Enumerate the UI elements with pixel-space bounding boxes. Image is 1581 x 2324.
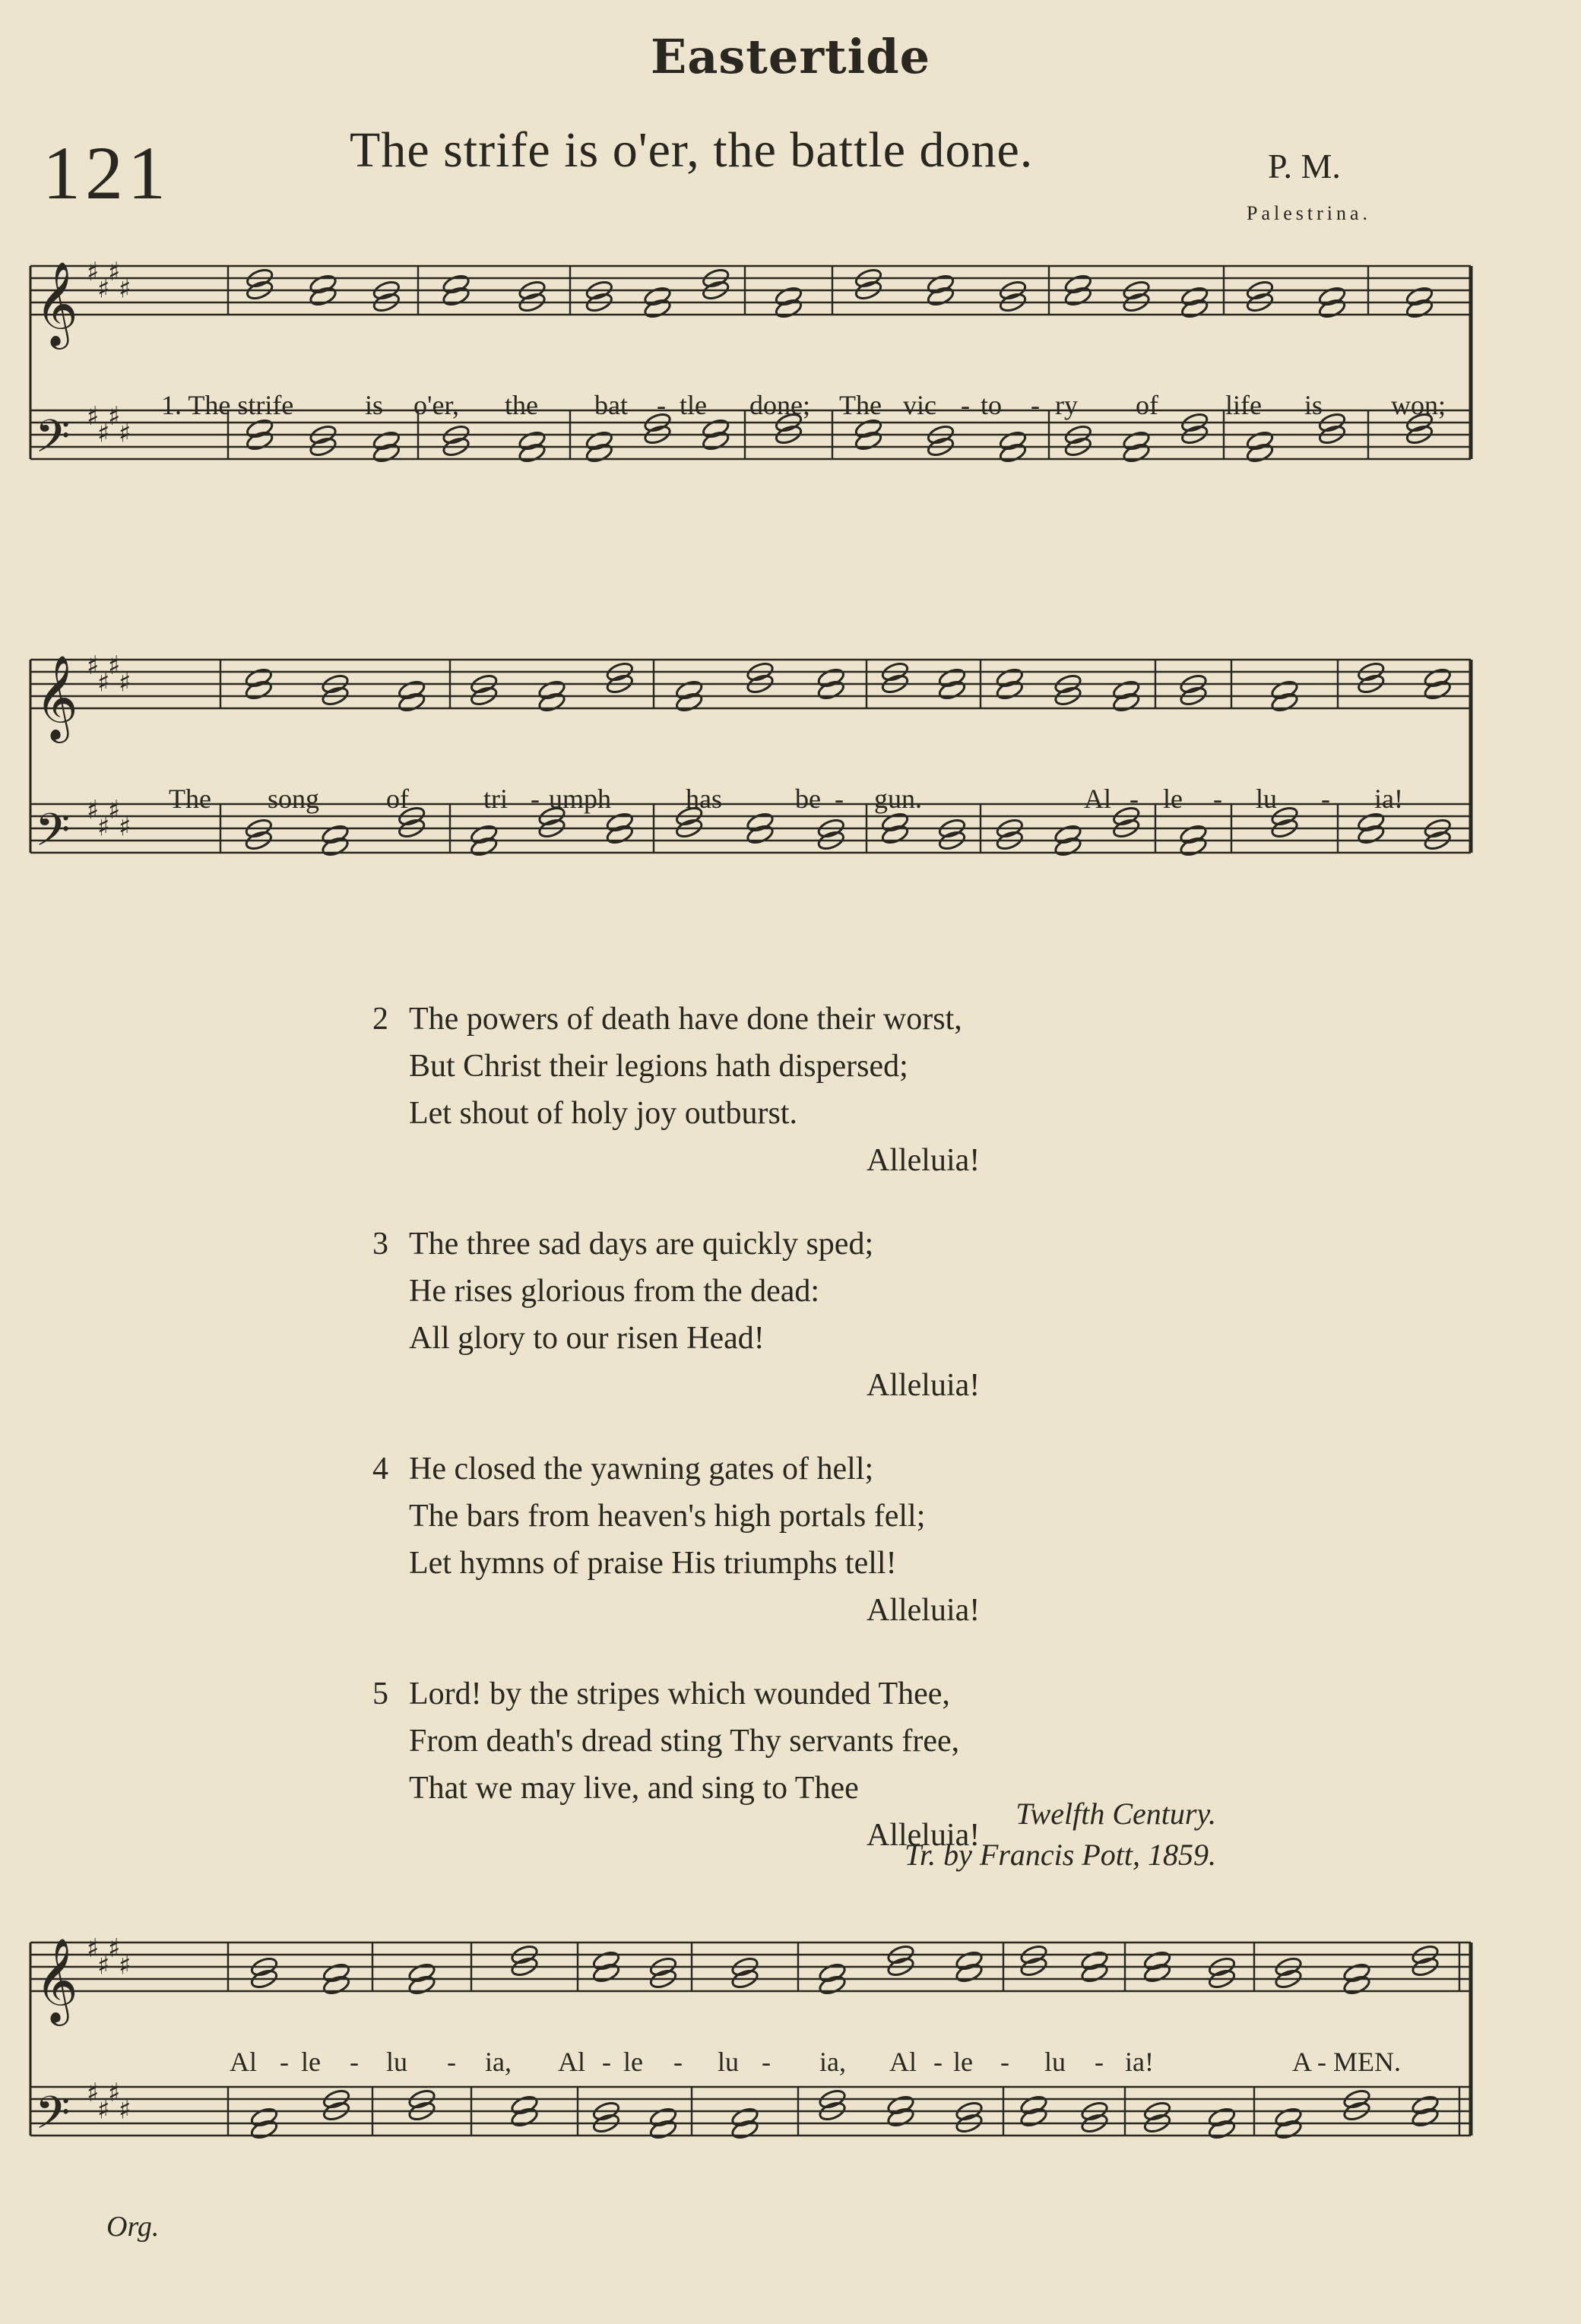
half-note bbox=[730, 2118, 759, 2140]
verse-number: 4 bbox=[372, 1452, 388, 1487]
sharp-sign-icon: ♯ bbox=[108, 401, 121, 432]
lyric: A - MEN. bbox=[1292, 2047, 1401, 2077]
half-note bbox=[321, 823, 350, 845]
half-note bbox=[1270, 691, 1299, 713]
lyric: - bbox=[1321, 784, 1330, 814]
half-note bbox=[518, 442, 547, 464]
sharp-sign-icon: ♯ bbox=[119, 274, 131, 305]
lyric: is bbox=[365, 390, 384, 420]
half-note bbox=[774, 297, 803, 319]
half-note bbox=[372, 429, 401, 451]
meter-label: P. M. bbox=[1268, 147, 1341, 185]
verse-line: Let shout of holy joy outburst. bbox=[409, 1096, 797, 1131]
half-note bbox=[1142, 1949, 1171, 1971]
lyric: - bbox=[1095, 2047, 1104, 2077]
section-title: Eastertide bbox=[650, 29, 931, 84]
half-note bbox=[398, 679, 426, 701]
verse-line: He rises glorious from the dead: bbox=[409, 1274, 820, 1309]
lyric: ia! bbox=[1374, 784, 1403, 814]
verse-line: The bars from heaven's high portals fell; bbox=[409, 1499, 926, 1534]
lyric: - bbox=[531, 784, 540, 814]
half-note bbox=[1207, 2118, 1236, 2140]
half-note bbox=[955, 1961, 984, 1984]
half-note bbox=[244, 666, 273, 689]
sharp-sign-icon: ♯ bbox=[119, 418, 131, 449]
treble-clef-icon: 𝄞 bbox=[35, 654, 78, 739]
sharp-sign-icon: ♯ bbox=[119, 667, 131, 698]
lyric: lu bbox=[386, 2047, 408, 2077]
lyric: has bbox=[686, 784, 722, 814]
half-note bbox=[372, 442, 401, 464]
half-note bbox=[470, 835, 499, 857]
sharp-sign-icon: ♯ bbox=[97, 2094, 110, 2126]
half-note bbox=[442, 285, 470, 307]
half-note bbox=[937, 679, 966, 701]
sharp-sign-icon: ♯ bbox=[97, 1950, 110, 1981]
verse-number: 2 bbox=[372, 1002, 388, 1037]
verse-2 bbox=[372, 996, 980, 1184]
half-note bbox=[1274, 2118, 1303, 2140]
half-note bbox=[1245, 429, 1274, 451]
half-note bbox=[774, 285, 803, 307]
verse-line: But Christ their legions hath dispersed; bbox=[409, 1049, 908, 1084]
half-note bbox=[1342, 1961, 1371, 1984]
composer-label: Palestrina. bbox=[1247, 202, 1372, 224]
half-note bbox=[816, 666, 845, 689]
lyric: ia, bbox=[819, 2047, 846, 2077]
half-note bbox=[1179, 835, 1208, 857]
half-note bbox=[1317, 285, 1346, 307]
verse-line: From death's dread sting Thy servants free, bbox=[409, 1724, 960, 1759]
half-note bbox=[1423, 679, 1452, 701]
verse-4 bbox=[372, 1445, 980, 1634]
half-note bbox=[818, 1961, 847, 1984]
lyric: of bbox=[386, 784, 409, 814]
lyric: 1. The strife bbox=[161, 390, 294, 420]
half-note bbox=[1112, 679, 1141, 701]
half-note bbox=[643, 285, 672, 307]
half-note bbox=[1063, 285, 1092, 307]
lyric: - bbox=[673, 2047, 683, 2077]
half-note bbox=[937, 666, 966, 689]
lyrics-system-1 bbox=[0, 389, 1581, 423]
lyric: tri bbox=[483, 784, 508, 814]
half-note bbox=[321, 835, 350, 857]
half-note bbox=[1080, 1949, 1109, 1971]
half-note bbox=[886, 2106, 915, 2128]
sharp-sign-icon: ♯ bbox=[97, 667, 110, 698]
sharp-sign-icon: ♯ bbox=[108, 651, 121, 682]
half-note bbox=[880, 823, 909, 845]
half-note bbox=[518, 429, 547, 451]
hymn-number: 121 bbox=[43, 131, 170, 215]
lyric: gun. bbox=[874, 784, 922, 814]
sharp-sign-icon: ♯ bbox=[119, 1950, 131, 1981]
verse-number: 5 bbox=[372, 1677, 388, 1711]
lyric: Al bbox=[230, 2047, 257, 2077]
verse-line: He closed the yawning gates of hell; bbox=[409, 1452, 874, 1487]
half-note bbox=[1122, 429, 1151, 451]
verse-refrain: Alleluia! bbox=[867, 1818, 981, 1853]
lyric: lu bbox=[1044, 2047, 1066, 2077]
lyric: - bbox=[1000, 2047, 1009, 2077]
half-note bbox=[1274, 2106, 1303, 2128]
lyric: - bbox=[835, 784, 844, 814]
half-note bbox=[1180, 297, 1209, 319]
sharp-sign-icon: ♯ bbox=[119, 2094, 131, 2126]
bass-clef-icon: 𝄢 bbox=[35, 803, 71, 867]
lyrics-system-3 bbox=[0, 2046, 1581, 2079]
lyric: song bbox=[268, 784, 320, 814]
half-note bbox=[249, 2106, 278, 2128]
lyric: - bbox=[1213, 784, 1222, 814]
lyric: - bbox=[602, 2047, 611, 2077]
lyric: umph bbox=[549, 784, 612, 814]
half-note bbox=[816, 679, 845, 701]
organ-label: Org. bbox=[106, 2211, 160, 2243]
sharp-sign-icon: ♯ bbox=[97, 274, 110, 305]
hymn-title: The strife is o'er, the battle done. bbox=[350, 122, 1034, 178]
lyric: o'er, bbox=[413, 390, 460, 420]
verse-line: Let hymns of praise His triumphs tell! bbox=[409, 1546, 897, 1581]
half-note bbox=[244, 679, 273, 701]
treble-clef-icon: 𝄞 bbox=[35, 261, 78, 346]
half-note bbox=[854, 429, 882, 451]
half-note bbox=[643, 297, 672, 319]
lyric: lu bbox=[1256, 784, 1278, 814]
half-note bbox=[702, 429, 730, 451]
half-note bbox=[591, 1961, 620, 1984]
sharp-sign-icon: ♯ bbox=[97, 812, 110, 843]
attribution-origin: Twelfth Century. bbox=[1015, 1797, 1216, 1831]
verse-line: That we may live, and sing to Thee bbox=[409, 1771, 859, 1806]
lyric: Al bbox=[889, 2047, 917, 2077]
sharp-sign-icon: ♯ bbox=[108, 2078, 121, 2109]
half-note bbox=[1063, 273, 1092, 295]
lyric: to bbox=[981, 390, 1003, 420]
half-note bbox=[818, 1974, 847, 1996]
half-note bbox=[322, 1961, 350, 1984]
lyric: life bbox=[1225, 390, 1262, 420]
lyric: - bbox=[961, 390, 970, 420]
half-note bbox=[585, 429, 613, 451]
bass-clef-icon: 𝄢 bbox=[35, 2086, 71, 2150]
lyric: - bbox=[1130, 784, 1139, 814]
lyric: le bbox=[1163, 784, 1183, 814]
verses bbox=[372, 996, 980, 1895]
half-note bbox=[605, 823, 634, 845]
lyric: bat bbox=[594, 390, 628, 420]
lyrics-system-2 bbox=[0, 783, 1581, 816]
half-note bbox=[1179, 823, 1208, 845]
half-note bbox=[675, 691, 704, 713]
sharp-sign-icon: ♯ bbox=[87, 257, 100, 288]
half-note bbox=[926, 285, 955, 307]
half-note bbox=[407, 1974, 436, 1996]
half-note bbox=[1180, 285, 1209, 307]
half-note bbox=[998, 429, 1027, 451]
sharp-sign-icon: ♯ bbox=[108, 795, 121, 826]
half-note bbox=[1019, 2094, 1048, 2116]
verse-line: All glory to our risen Head! bbox=[409, 1321, 765, 1356]
sharp-sign-icon: ♯ bbox=[87, 401, 100, 432]
half-note bbox=[1053, 823, 1082, 845]
half-note bbox=[322, 1974, 350, 1996]
half-note bbox=[1411, 2106, 1440, 2128]
lyric: Al bbox=[558, 2047, 585, 2077]
lyric: ia! bbox=[1125, 2047, 1154, 2077]
half-note bbox=[995, 679, 1024, 701]
lyric: - bbox=[933, 2047, 943, 2077]
half-note bbox=[886, 2094, 915, 2116]
half-note bbox=[955, 1949, 984, 1971]
half-note bbox=[249, 2118, 278, 2140]
half-note bbox=[998, 442, 1027, 464]
verse-line: The three sad days are quickly sped; bbox=[409, 1227, 874, 1262]
half-note bbox=[1080, 1961, 1109, 1984]
lyric: The bbox=[839, 390, 882, 420]
half-note bbox=[730, 2106, 759, 2128]
half-note bbox=[1019, 2106, 1048, 2128]
half-note bbox=[1342, 1974, 1371, 1996]
half-note bbox=[1405, 285, 1434, 307]
lyric: ia, bbox=[485, 2047, 512, 2077]
half-note bbox=[591, 1949, 620, 1971]
sharp-sign-icon: ♯ bbox=[87, 2078, 100, 2109]
lyric: Al bbox=[1084, 784, 1111, 814]
attribution-translator: Tr. by Francis Pott, 1859. bbox=[904, 1838, 1216, 1872]
half-note bbox=[1053, 835, 1082, 857]
lyric: - bbox=[657, 390, 666, 420]
half-note bbox=[1357, 823, 1386, 845]
lyric: ry bbox=[1055, 390, 1078, 420]
verse-number: 3 bbox=[372, 1227, 388, 1262]
bass-clef-icon: 𝄢 bbox=[35, 410, 71, 473]
lyric: is bbox=[1304, 390, 1323, 420]
half-note bbox=[398, 691, 426, 713]
lyric: - bbox=[447, 2047, 456, 2077]
attribution bbox=[821, 1794, 1216, 1876]
lyric: the bbox=[505, 390, 538, 420]
lyric: - bbox=[350, 2047, 359, 2077]
lyric: won; bbox=[1391, 390, 1446, 420]
lyric: done; bbox=[749, 390, 810, 420]
lyric: le bbox=[623, 2047, 643, 2077]
lyric: of bbox=[1136, 390, 1158, 420]
half-note bbox=[1207, 2106, 1236, 2128]
half-note bbox=[995, 666, 1024, 689]
half-note bbox=[537, 679, 566, 701]
lyric: le bbox=[301, 2047, 321, 2077]
half-note bbox=[246, 429, 274, 451]
sharp-sign-icon: ♯ bbox=[97, 418, 110, 449]
lyric: vic bbox=[903, 390, 936, 420]
half-note bbox=[510, 2106, 539, 2128]
half-note bbox=[648, 2106, 677, 2128]
lyric: - bbox=[762, 2047, 771, 2077]
half-note bbox=[1122, 442, 1151, 464]
half-note bbox=[510, 2094, 539, 2116]
sharp-sign-icon: ♯ bbox=[119, 812, 131, 843]
sharp-sign-icon: ♯ bbox=[87, 651, 100, 682]
half-note bbox=[926, 273, 955, 295]
treble-clef-icon: 𝄞 bbox=[35, 1937, 78, 2022]
lyric: tle bbox=[680, 390, 707, 420]
half-note bbox=[1270, 679, 1299, 701]
verse-line: Lord! by the stripes which wounded Thee, bbox=[409, 1677, 950, 1711]
lyric: - bbox=[280, 2047, 289, 2077]
half-note bbox=[309, 285, 337, 307]
half-note bbox=[407, 1961, 436, 1984]
half-note bbox=[442, 273, 470, 295]
sharp-sign-icon: ♯ bbox=[108, 1933, 121, 1965]
sharp-sign-icon: ♯ bbox=[87, 795, 100, 826]
half-note bbox=[1405, 297, 1434, 319]
verse-line: The powers of death have done their worst, bbox=[409, 1002, 962, 1037]
half-note bbox=[309, 273, 337, 295]
verse-refrain: Alleluia! bbox=[867, 1593, 981, 1628]
half-note bbox=[470, 823, 499, 845]
lyric: be bbox=[795, 784, 821, 814]
verse-refrain: Alleluia! bbox=[867, 1368, 981, 1403]
half-note bbox=[1142, 1961, 1171, 1984]
half-note bbox=[675, 679, 704, 701]
half-note bbox=[1245, 442, 1274, 464]
lyric: - bbox=[1031, 390, 1040, 420]
sharp-sign-icon: ♯ bbox=[108, 257, 121, 288]
sharp-sign-icon: ♯ bbox=[87, 1933, 100, 1965]
half-note bbox=[537, 691, 566, 713]
verse-3 bbox=[372, 1221, 980, 1409]
verse-refrain: Alleluia! bbox=[867, 1143, 981, 1178]
lyric: lu bbox=[718, 2047, 740, 2077]
half-note bbox=[1112, 691, 1141, 713]
half-note bbox=[1411, 2094, 1440, 2116]
lyric: The bbox=[169, 784, 211, 814]
half-note bbox=[1317, 297, 1346, 319]
lyric: le bbox=[953, 2047, 973, 2077]
half-note bbox=[648, 2118, 677, 2140]
half-note bbox=[1423, 666, 1452, 689]
half-note bbox=[585, 442, 613, 464]
half-note bbox=[746, 823, 775, 845]
